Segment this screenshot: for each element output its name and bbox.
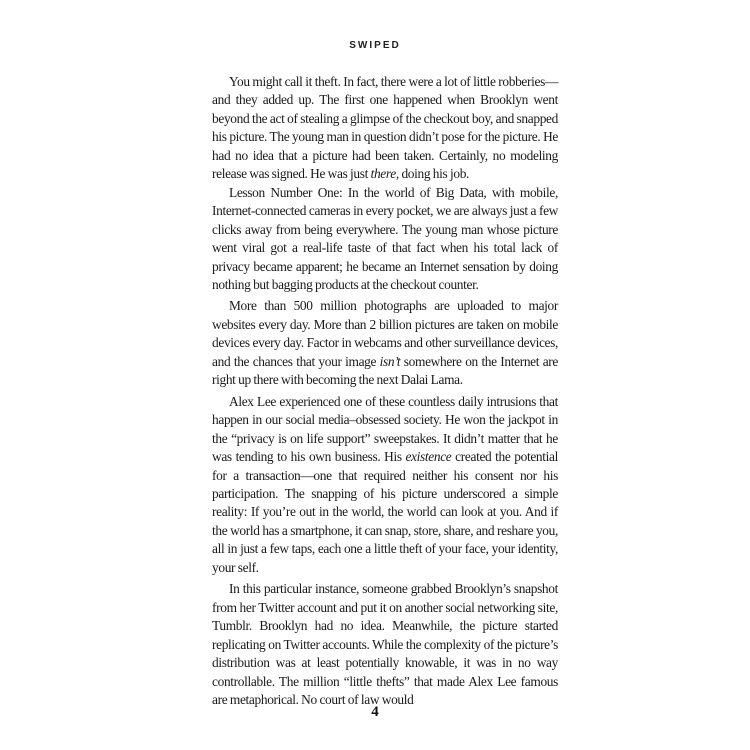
paragraph-5 <box>212 580 558 709</box>
paragraph-4-emphasis: existence <box>405 449 452 465</box>
paragraph-4-text-b: created the potential for a transaction—one that required neither his consent nor his participation. The snapping of his picture underscored a simple reality: If you’re out in the world, the world can look at you. And if the world has a smartphone, it can snap, store, share, and reshare you, all in just a few taps, each one a little theft of your face, your identity, your self. <box>212 449 558 575</box>
paragraph-1-emphasis: there <box>370 166 396 182</box>
paragraph-1-text-b: , doing his job. <box>395 166 470 182</box>
paragraph-5-text: In this particular instance, someone grabbed Brooklyn’s snapshot from her Twitter account and put it on another social networking site, Tumblr. Brooklyn had no idea. Meanwhile, the picture started replicating on Twitter accounts. While the complexity of the picture’s distribution was at least potentially knowable, it was in no way controllable. The million “little thefts” that made Alex Lee famous are metaphorical. No court of law would <box>212 581 558 707</box>
paragraph-3 <box>212 297 558 389</box>
paragraph-1-text-a: You might call it theft. In fact, there were a lot of little robberies—and they added up. The first one happened when Brooklyn went beyond the act of stealing a glimpse of the checkout boy, and snapped his picture. The young man in question didn’t pose for the picture. He had no idea that a picture had been taken. Certainly, no modeling release was signed. He was just <box>212 74 558 182</box>
running-head: SWIPED <box>349 40 401 51</box>
paragraph-4-text-a: Alex Lee experienced one of these countless daily intrusions that happen in our social media–obsessed society. He won the jackpot in the “privacy is on life support” sweepstakes. It didn’t matter that he was tending to his own business. His <box>212 393 558 465</box>
paragraph-2 <box>212 184 558 295</box>
paragraph-3-emphasis: isn’t <box>379 353 401 369</box>
paragraph-3-text-b: somewhere on the Internet are right up there with becoming the next Dalai Lama. <box>212 353 558 388</box>
body-text <box>212 73 558 709</box>
page-number: 4 <box>371 704 379 720</box>
paragraph-3-text-a: More than 500 million photographs are uploaded to major websites every day. More than 2 billion pictures are taken on mobile devices every day. Factor in webcams and other surveillance devices, and the chances that your image <box>212 298 558 369</box>
paragraph-4 <box>212 393 558 578</box>
paragraph-2-text: Lesson Number One: In the world of Big Data, with mobile, Internet-connected cameras in every pocket, we are always just a few clicks away from being everywhere. The young man whose picture went viral got a real-life taste of that fact when his total lack of privacy became apparent; he became an Internet sensation by doing nothing but bagging products at the checkout counter. <box>212 184 558 292</box>
paragraph-1 <box>212 73 558 184</box>
